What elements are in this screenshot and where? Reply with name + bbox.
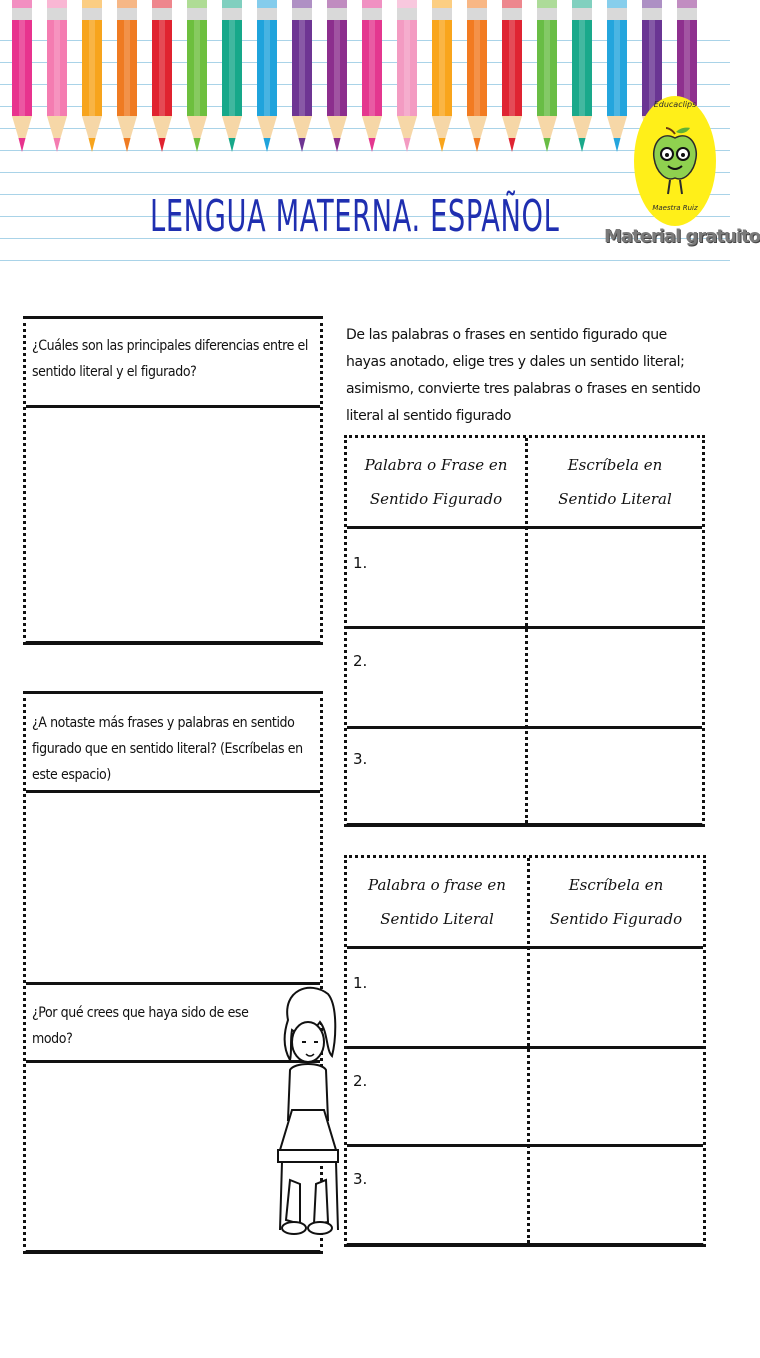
figurative-to-literal-table <box>344 435 705 827</box>
table1-header-col1-line2: Sentido Figurado <box>369 490 503 508</box>
table1-row-2-number: 2. <box>353 652 368 670</box>
table2-header-col1 <box>347 868 527 936</box>
logo-top-text: Educaclips <box>653 100 697 109</box>
pencil-icon <box>255 0 279 168</box>
question-2-text: ¿A notaste más frases y palabras en sentido figurado que en sentido literal? (Escríbelas en este espacio) <box>32 715 303 783</box>
table2-header-col2-line2: Sentido Figurado <box>549 910 683 928</box>
row-divider <box>347 1144 703 1147</box>
pencil-icon <box>325 0 349 168</box>
pencil-icon <box>150 0 174 168</box>
logo-bottom-text: Maestra Ruiz <box>652 204 698 212</box>
table1-row-3-number: 3. <box>353 750 368 768</box>
table1-header-col2 <box>527 448 703 516</box>
pencil-icon <box>605 0 629 168</box>
pencil-icon <box>185 0 209 168</box>
pencil-icon <box>290 0 314 168</box>
pencil-icon <box>500 0 524 168</box>
pencil-icon <box>465 0 489 168</box>
question-3-text: ¿Por qué crees que haya sido de ese modo? <box>32 1005 249 1047</box>
row-divider <box>347 626 702 629</box>
free-material-label: Material gratuito <box>604 226 760 247</box>
row-divider <box>347 526 702 529</box>
table2-header-col2 <box>529 868 703 936</box>
table2-row-2-number: 2. <box>353 1072 368 1090</box>
table1-row-1-number: 1. <box>353 554 368 572</box>
pencil-icon <box>430 0 454 168</box>
pencil-icon <box>220 0 244 168</box>
table1-header-col2-line1: Escríbela en <box>567 456 663 474</box>
answer-area-2[interactable] <box>26 794 320 980</box>
logo <box>634 96 716 226</box>
divider <box>26 405 320 408</box>
pencil-icon <box>115 0 139 168</box>
literal-to-figurative-table <box>344 855 706 1247</box>
pencil-icon <box>45 0 69 168</box>
page-title: LENGUA MATERNA. ESPAÑOL <box>150 191 560 242</box>
row-divider <box>347 1046 703 1049</box>
table2-row-3-number: 3. <box>353 1170 368 1188</box>
table2-header-col1-line2: Sentido Literal <box>380 910 494 928</box>
pencil-icon <box>535 0 559 168</box>
pencil-border <box>10 0 730 170</box>
pencil-icon <box>360 0 384 168</box>
pencil-icon <box>395 0 419 168</box>
row-divider <box>347 946 703 949</box>
table1-header-col1 <box>347 448 525 516</box>
pencil-icon <box>570 0 594 168</box>
pencil-icon <box>10 0 34 168</box>
question-box-1 <box>23 316 323 645</box>
question-1-text: ¿Cuáles son las principales diferencias entre el sentido literal y el figurado? <box>32 338 308 380</box>
table1-header-col1-line1: Palabra o Frase en <box>364 456 508 474</box>
girl-illustration <box>270 980 340 1242</box>
table2-header-col2-line1: Escríbela en <box>568 876 664 894</box>
table2-row-1-number: 1. <box>353 974 368 992</box>
apple-icon <box>652 124 698 198</box>
table1-header-col2-line2: Sentido Literal <box>558 490 672 508</box>
table2-header-col1-line1: Palabra o frase en <box>368 876 506 894</box>
row-divider <box>347 726 702 729</box>
instructions-text: De las palabras o frases en sentido figurado que hayas anotado, elige tres y dales un sentido literal; asimismo, convierte tres palabras o frases en sentido literal al sentido figurado <box>346 327 701 424</box>
pencil-icon <box>80 0 104 168</box>
divider <box>26 790 320 793</box>
answer-area-1[interactable] <box>26 409 320 639</box>
